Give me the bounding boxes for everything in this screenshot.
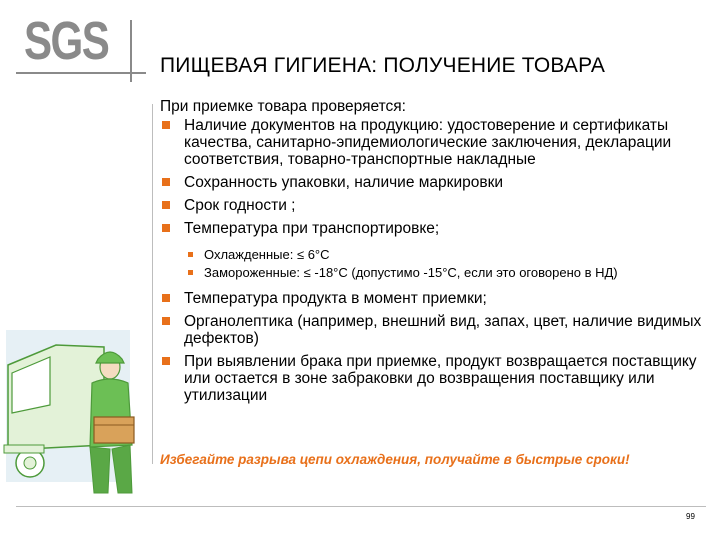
sub-bullet-frozen: Замороженные: ≤ -18°С (допустимо -15°С, если это оговорено в НД) (160, 265, 705, 280)
sub-bullet-chilled: Охлажденные: ≤ 6°С (160, 247, 705, 262)
sgs-logo-text: SGS (24, 11, 109, 71)
intro-text: При приемке товара проверяется: (160, 98, 406, 115)
page-number: 99 (686, 512, 695, 521)
bullet-documents: Наличие документов на продукцию: удостоверение и сертификаты качества, санитарно-эпидемиологические заключения, декларации соответствия, товарно-транспортные накладные (160, 117, 705, 168)
bottom-bullet-list (160, 290, 705, 404)
slide-content (160, 98, 705, 410)
footer-rule (16, 506, 706, 507)
bullet-organoleptic: Органолептика (например, внешний вид, запах, цвет, наличие видимых дефектов) (160, 313, 705, 347)
bullet-shelf-life: Срок годности ; (160, 197, 705, 214)
logo-vertical-rule (130, 20, 132, 82)
bullet-packaging: Сохранность упаковки, наличие маркировки (160, 174, 705, 191)
bullet-transport-temperature: Температура при транспортировке; (160, 220, 705, 237)
slide-title: ПИЩЕВАЯ ГИГИЕНА: ПОЛУЧЕНИЕ ТОВАРА (160, 54, 606, 77)
delivery-man-with-truck-icon (0, 325, 160, 495)
cold-chain-warning: Избегайте разрыва цепи охлаждения, получайте в быстрые сроки! (160, 452, 630, 467)
temperature-sub-list (160, 247, 705, 280)
logo-horizontal-rule (16, 72, 146, 74)
bullet-defect-handling: При выявлении брака при приемке, продукт возвращается поставщику или остается в зоне забраковки до возвращения поставщику или утилизации (160, 353, 705, 404)
top-bullet-list (160, 117, 705, 237)
bullet-product-temperature: Температура продукта в момент приемки; (160, 290, 705, 307)
